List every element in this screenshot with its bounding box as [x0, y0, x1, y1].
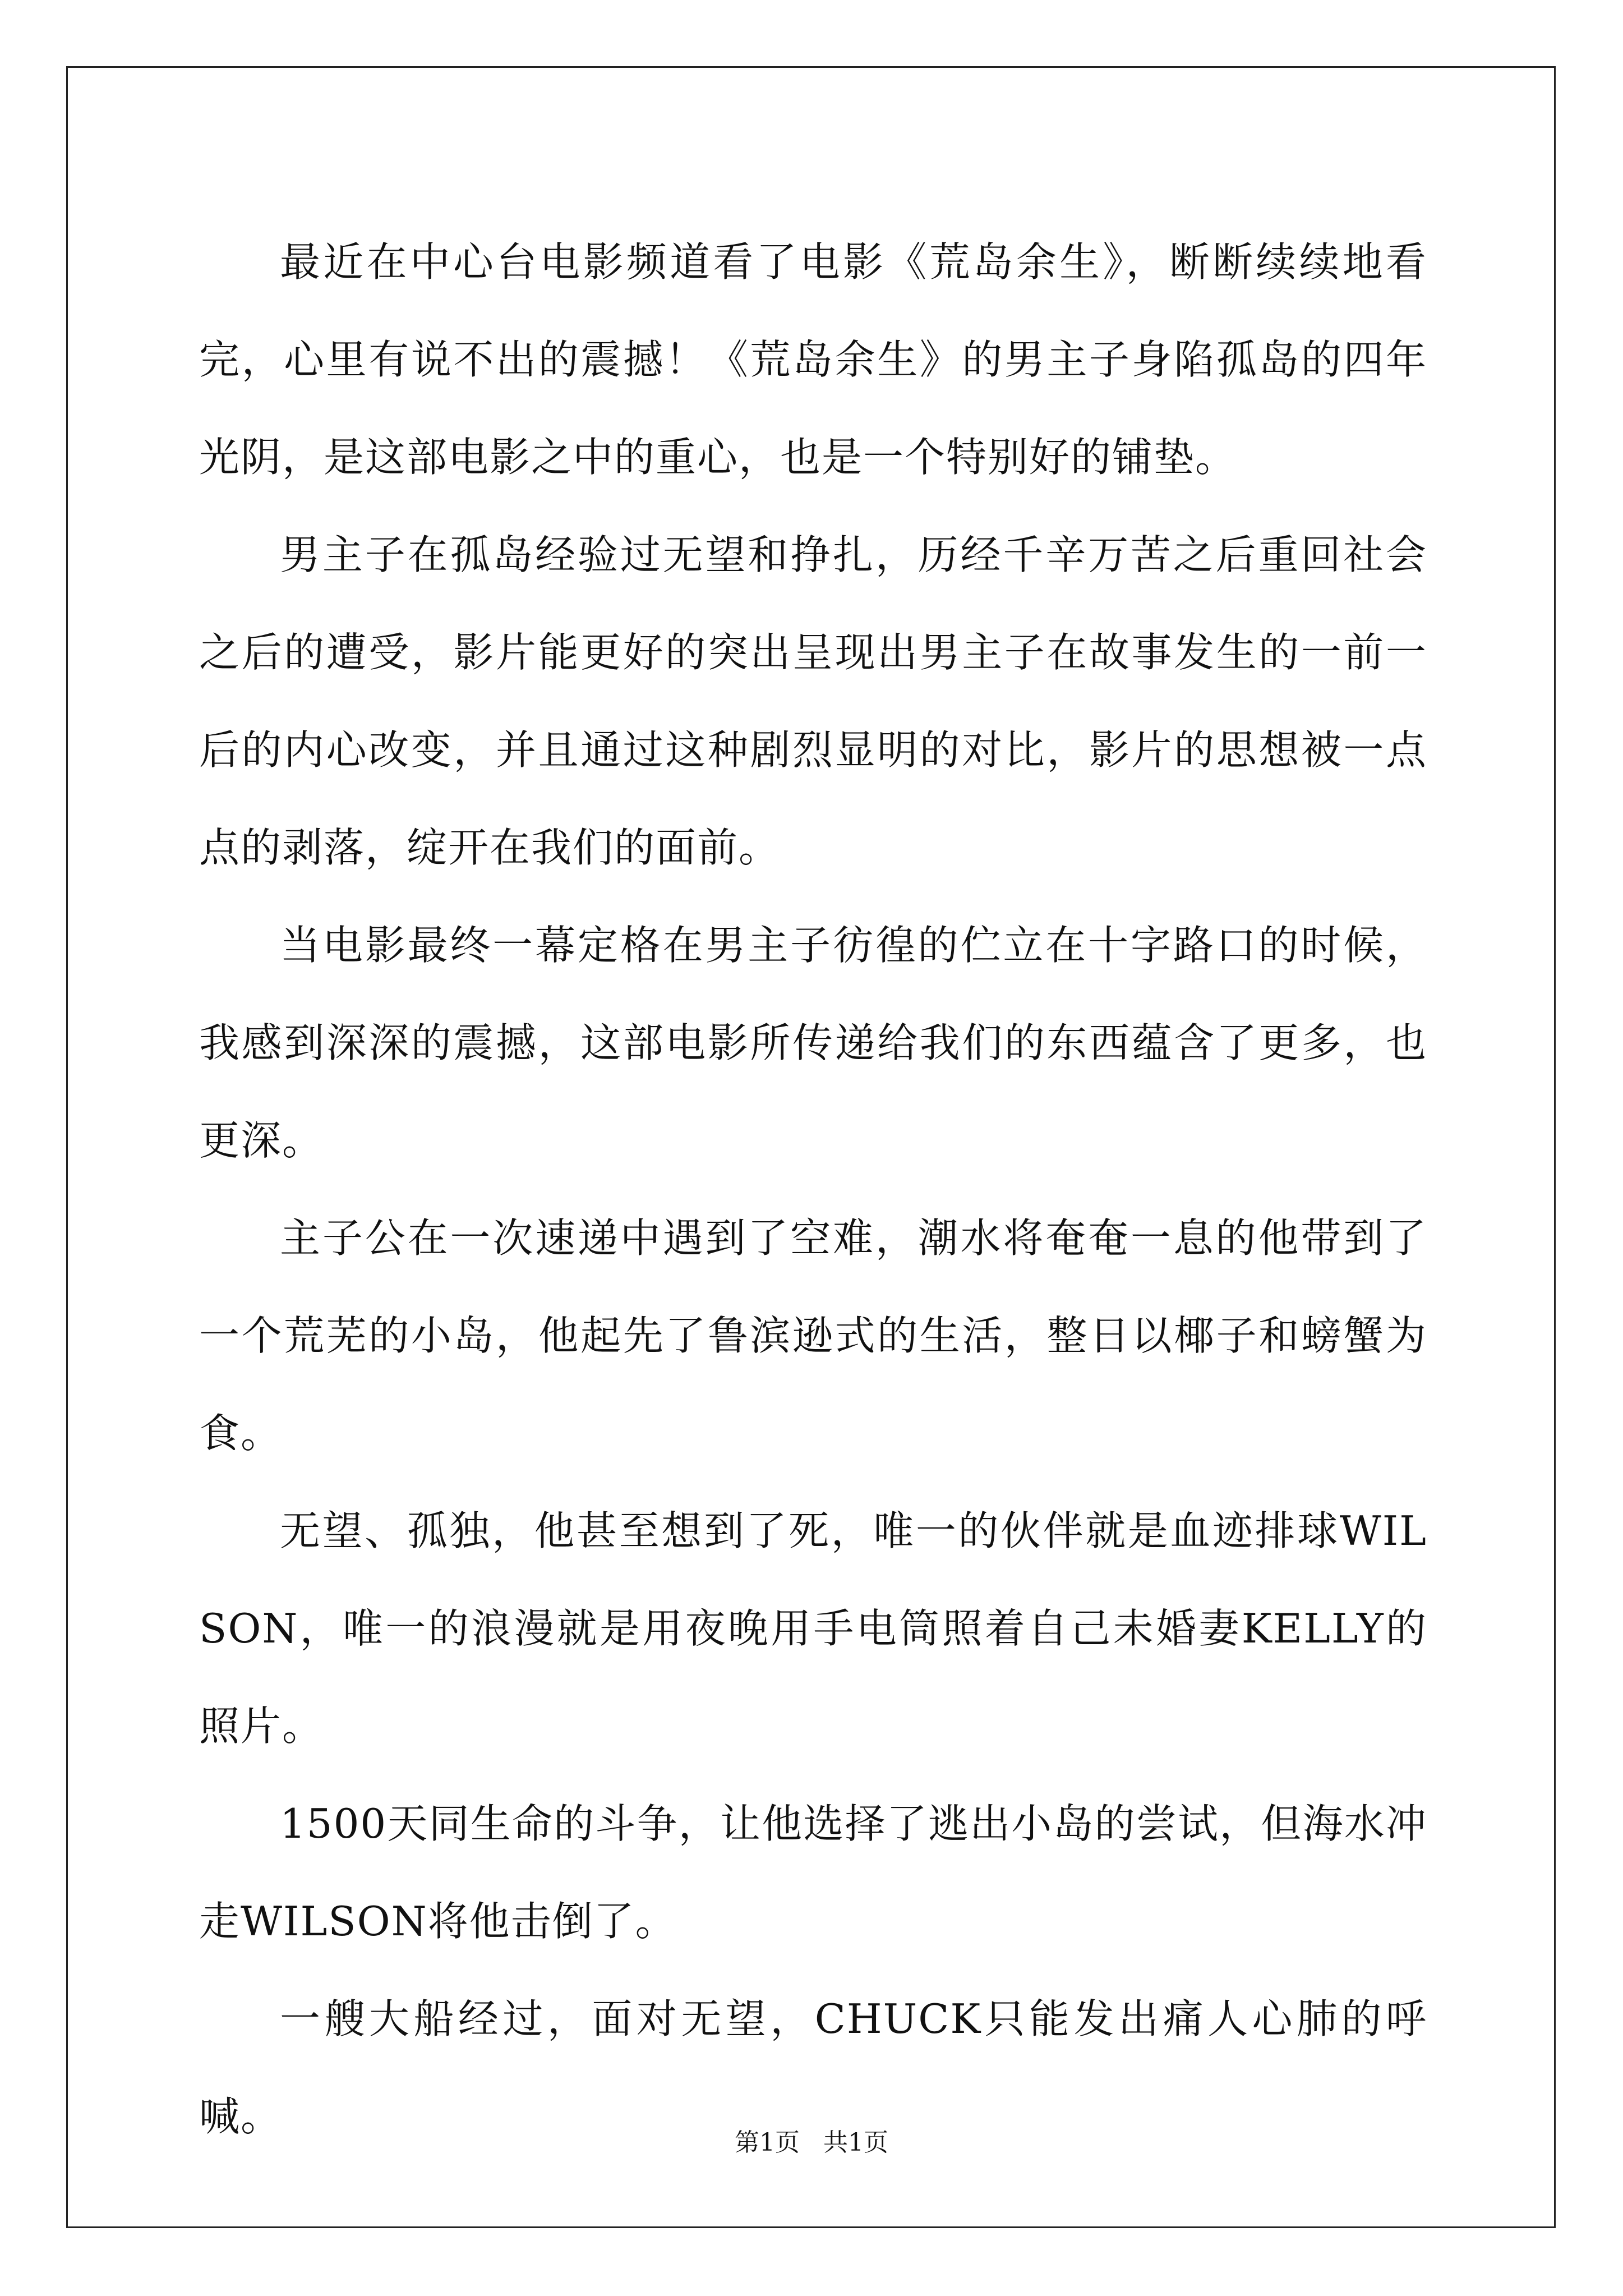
document-body — [199, 213, 1427, 2165]
paragraph-3: 当电影最终一幕定格在男主子彷徨的伫立在十字路口的时候，我感到深深的震撼，这部电影所传递给我们的东西蕴含了更多，也更深。 — [199, 922, 1427, 1164]
page-number: 第1页 — [735, 2128, 800, 2157]
page-footer — [0, 2126, 1623, 2160]
paragraph-4: 主子公在一次速递中遇到了空难，潮水将奄奄一息的他带到了一个荒芜的小岛，他起先了鲁滨逊式的生活，整日以椰子和螃蟹为食。 — [199, 1214, 1427, 1457]
paragraph-6: 1500天同生命的斗争，让他选择了逃出小岛的尝试，但海水冲走WILSON将他击倒了。 — [199, 1800, 1427, 1945]
page-total: 共1页 — [823, 2128, 888, 2157]
paragraph-2: 男主子在孤岛经验过无望和挣扎，历经千辛万苦之后重回社会之后的遭受，影片能更好的突出呈现出男主子在故事发生的一前一后的内心改变，并且通过这种剧烈显明的对比，影片的思想被一点点的剥落，绽开在我们的面前。 — [199, 531, 1427, 871]
paragraph-5: 无望、孤独，他甚至想到了死，唯一的伙伴就是血迹排球WILSON，唯一的浪漫就是用夜晚用手电筒照着自己未婚妻KELLY的照片。 — [199, 1507, 1427, 1750]
paragraph-1: 最近在中心台电影频道看了电影《荒岛余生》，断断续续地看完，心里有说不出的震撼！《荒岛余生》的男主子身陷孤岛的四年光阴，是这部电影之中的重心，也是一个特别好的铺垫。 — [199, 238, 1427, 481]
paragraph-7: 一艘大船经过，面对无望，CHUCK只能发出痛人心肺的呼喊。 — [199, 1995, 1427, 2140]
